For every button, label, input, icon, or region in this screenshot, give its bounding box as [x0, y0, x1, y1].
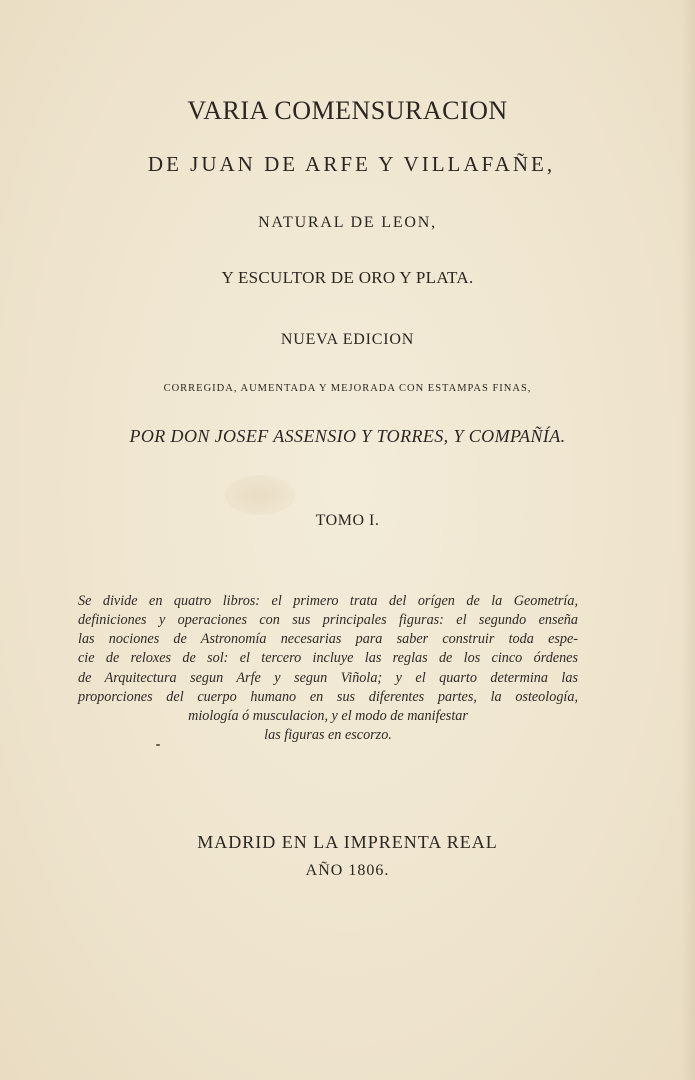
author-line: DE JUAN DE ARFE Y VILLAFAÑE, — [147, 152, 556, 176]
edition-line: NUEVA EDICION — [280, 331, 415, 348]
book-title: VARIA COMENSURACION — [187, 96, 508, 125]
ink-speck — [156, 744, 160, 746]
description-line: Se divide en quatro libros: el primero trata del orígen de la Geometría, — [78, 593, 578, 609]
edition-note-line: CORREGIDA, AUMENTADA Y MEJORADA CON ESTAMPAS FINAS, — [163, 383, 532, 394]
imprint-line: MADRID EN LA IMPRENTA REAL — [197, 832, 498, 852]
description-line: las nociones de Astronomía necesarias para saber construir toda espe- — [78, 631, 578, 647]
description-line: proporciones del cuerpo humano en sus diferentes partes, la osteología, — [78, 689, 578, 705]
volume-line: TOMO I. — [315, 512, 380, 529]
paper-stain — [225, 475, 295, 515]
occupation-line: Y ESCULTOR DE ORO Y PLATA. — [221, 268, 474, 287]
description-line: cie de reloxes de sol: el tercero incluye las reglas de los cinco órdenes — [78, 650, 578, 666]
editor-line: POR DON JOSEF ASSENSIO Y TORRES, Y COMPAÑÍA. — [129, 426, 566, 446]
description-line: definiciones y operaciones con sus principales figuras: el segundo enseña — [78, 612, 578, 628]
description-line: las figuras en escorzo. — [264, 727, 392, 743]
origin-line: NATURAL DE LEON, — [258, 214, 437, 231]
year-line: AÑO 1806. — [305, 862, 390, 879]
description-line: de Arquitectura segun Arfe y segun Viñola; y el quarto determina las — [78, 670, 578, 686]
description-line: miología ó musculacion, y el modo de manifestar — [188, 708, 468, 724]
